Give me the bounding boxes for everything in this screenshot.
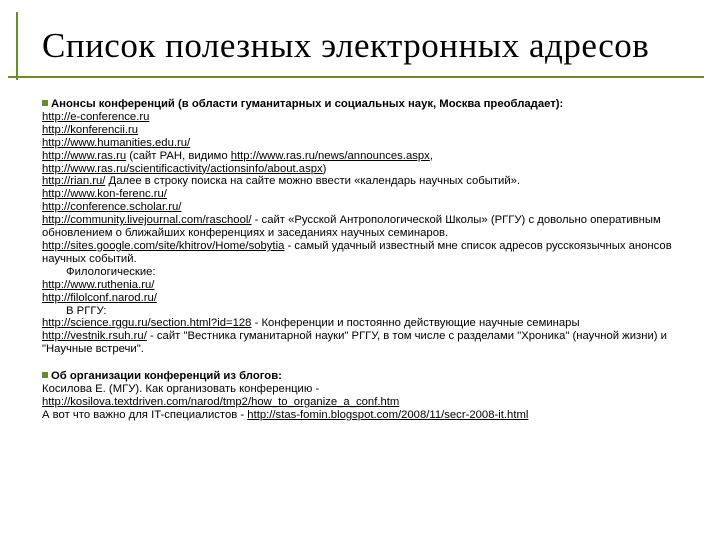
- kosilova-line: Косилова Е. (МГУ). Как организовать конференцию -: [42, 383, 320, 396]
- link-ras-actionsinfo[interactable]: http://www.ras.ru/scientificactivity/actionsinfo/about.aspx: [42, 162, 323, 175]
- link-ras-announces[interactable]: http://www.ras.ru/news/announces.aspx: [230, 149, 430, 162]
- link-ruthenia[interactable]: http://www.ruthenia.ru/: [42, 278, 155, 291]
- section2-heading-line: [42, 370, 702, 383]
- rian-note: Далее в строку поиска на сайте можно ввести «календарь научных событий».: [105, 175, 521, 188]
- decorative-vertical-line: [16, 12, 18, 80]
- link-stas-fomin[interactable]: http://stas-fomin.blogspot.com/2008/11/secr-2008-it.html: [247, 408, 529, 421]
- raschool-note: - сайт «Русской Антропологической Школы» (РГГУ) с довольно оперативным обновлением о ближайших конференциях и заседаниях научных семинаров.: [42, 214, 661, 240]
- rggu-label: В РГГУ:: [66, 304, 107, 317]
- ras-close-paren: ): [322, 162, 327, 175]
- link-vestnik-rsuh[interactable]: http://vestnik.rsuh.ru/: [42, 330, 147, 343]
- philology-label: Филологические:: [66, 265, 156, 278]
- link-kosilova[interactable]: http://kosilova.textdriven.com/narod/tmp2/how_to_organize_a_conf.htm: [42, 395, 400, 408]
- link-filolconf[interactable]: http://filolconf.narod.ru/: [42, 291, 157, 304]
- slide-content: [42, 98, 702, 422]
- vestnik-note: - сайт "Вестника гуманитарной науки" РГГУ, в том числе с разделами "Хроника" (научной жизни) и "Научные встречи".: [42, 330, 667, 356]
- bullet-icon: [42, 372, 48, 378]
- link-science-rggu[interactable]: http://science.rggu.ru/section.html?id=128: [42, 317, 252, 330]
- ras-note: (сайт РАН, видимо: [126, 149, 231, 162]
- decorative-horizontal-line: [8, 76, 704, 78]
- link-konferencii[interactable]: http://konferencii.ru: [42, 123, 139, 136]
- section2-heading: Об организации конференций из блогов:: [51, 370, 282, 383]
- link-ras[interactable]: http://www.ras.ru: [42, 149, 127, 162]
- link-rian[interactable]: http://rian.ru/: [42, 175, 106, 188]
- link-conference-scholar[interactable]: http://conference.scholar.ru/: [42, 201, 182, 214]
- section1-heading: Анонсы конференций (в области гуманитарных и социальных наук, Москва преобладает):: [51, 98, 564, 110]
- link-khitrov-sobytia[interactable]: http://sites.google.com/site/khitrov/Home/sobytia: [42, 239, 285, 252]
- link-humanities[interactable]: http://www.humanities.edu.ru/: [42, 136, 191, 149]
- sobytia-note: - самый удачный известный мне список адресов русскоязычных анонсов научных событий.: [42, 239, 672, 265]
- slide-title: Список полезных электронных адресов: [42, 26, 650, 65]
- section1-heading-line: [42, 98, 702, 111]
- link-raschool[interactable]: http://community.livejournal.com/raschool/: [42, 214, 252, 227]
- science-rggu-note: - Конференции и постоянно действующие научные семинары: [251, 317, 580, 330]
- link-e-conference[interactable]: http://e-conference.ru: [42, 110, 150, 123]
- link-kon-ferenc[interactable]: http://www.kon-ferenc.ru/: [42, 188, 167, 201]
- bullet-icon: [42, 100, 48, 106]
- it-note: А вот что важно для IT-специалистов -: [42, 408, 248, 421]
- ras-comma: ,: [429, 149, 433, 162]
